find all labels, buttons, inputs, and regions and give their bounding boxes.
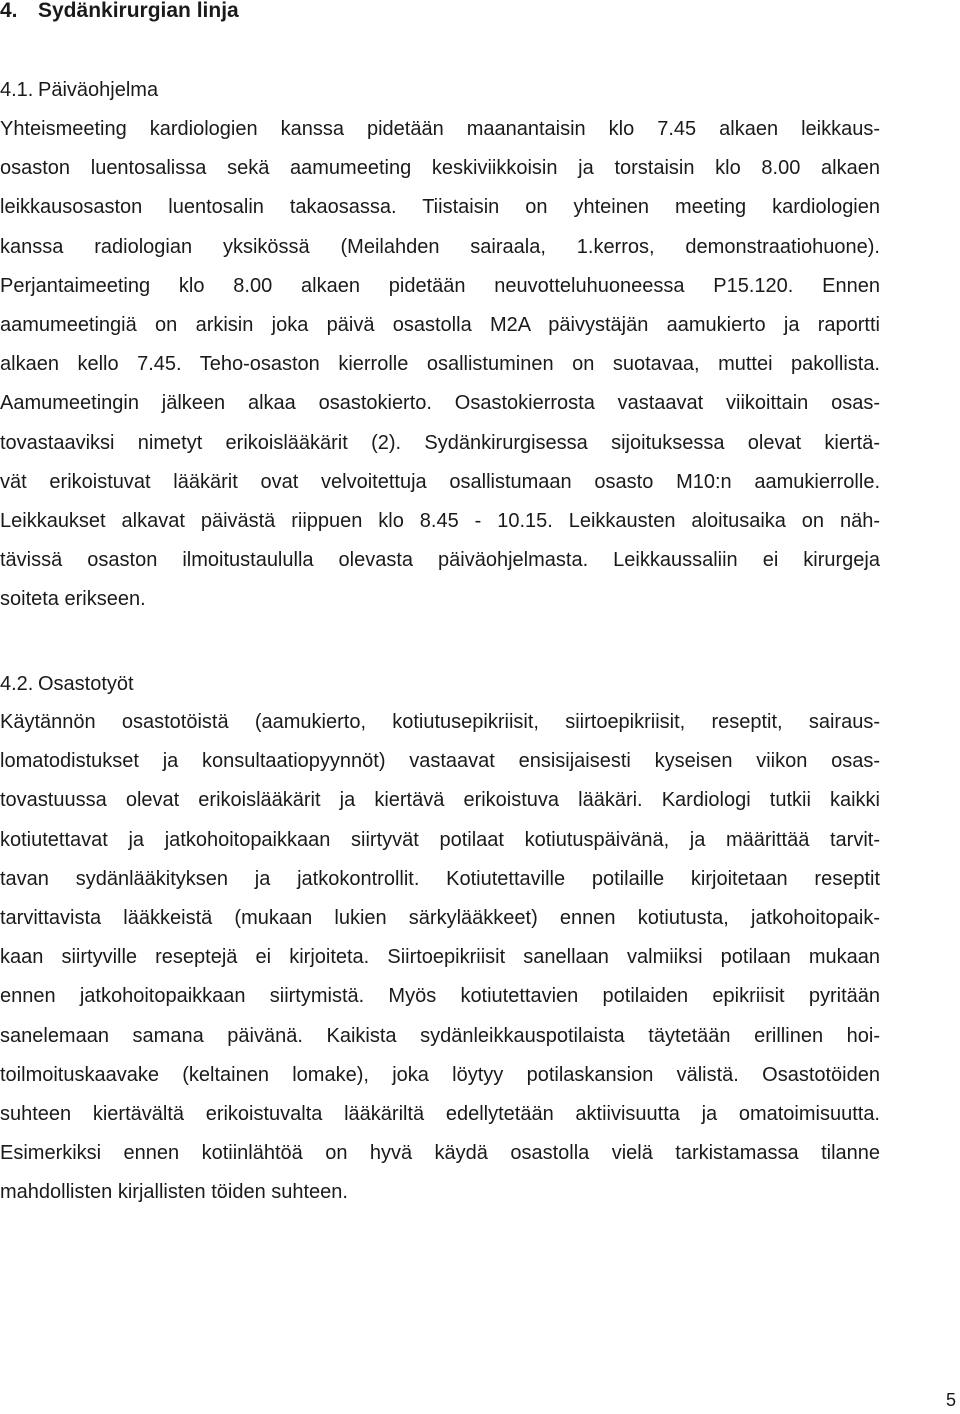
text-line: aamumeetingiä on arkisin joka päivä osastolla M2A päivystäjän aamukierto ja raportti (0, 313, 880, 336)
text-line: Käytännön osastotöistä (aamukierto, kotiutusepikriisit, siirtoepikriisit, reseptit, sairaus- (0, 711, 880, 733)
text-line: kanssa radiologian yksikössä (Meilahden sairaala, 1.kerros, demonstraatiohuone). (0, 235, 880, 258)
text-line: suhteen kiertävältä erikoistuvalta lääkäriltä edellytetään aktiivisuutta ja omatoimisuutta. (0, 1102, 880, 1125)
text-line: Aamumeetingin jälkeen alkaa osastokierto. Osastokierrosta vastaavat viikoittain osas- (0, 392, 880, 415)
text-line: Perjantaimeeting klo 8.00 alkaen pidetään neuvotteluhuoneessa P15.120. Ennen (0, 274, 880, 297)
chapter-number: 4. (0, 0, 18, 22)
text-line: tavan sydänlääkityksen ja jatkokontrollit. Kotiutettaville potilaille kirjoitetaan reseptit (0, 867, 880, 890)
page-number: 5 (945, 1390, 956, 1410)
text-line: tovastaaviksi nimetyt erikoislääkärit (2). Sydänkirurgisessa sijoituksessa olevat kiertä- (0, 431, 880, 454)
section-heading-paivaohjelma (0, 76, 158, 104)
text-line: Yhteismeeting kardiologien kanssa pidetään maanantaisin klo 7.45 alkaen leikkaus- (0, 118, 880, 140)
chapter-heading (0, 0, 239, 26)
section-number: 4.1. (0, 79, 34, 101)
text-line: ennen jatkohoitopaikkaan siirtymistä. Myös kotiutettavien potilaiden epikriisit pyritään (0, 985, 880, 1008)
paragraph-osastotyot (0, 703, 880, 1212)
text-line: tovastuussa olevat erikoislääkärit ja kiertävä erikoistuva lääkäri. Kardiologi tutkii kaikki (0, 789, 880, 812)
section-title: Päiväohjelma (38, 79, 159, 101)
text-line: leikkausosaston luentosalin takaosassa. Tiistaisin on yhteinen meeting kardiologien (0, 196, 880, 219)
section-number: 4.2. (0, 673, 34, 695)
paragraph-paivaohjelma (0, 110, 880, 619)
section-title: Osastotyöt (38, 673, 134, 695)
text-line: tävissä osaston ilmoitustaululla olevasta päiväohjelmasta. Leikkaussaliin ei kirurgeja (0, 549, 880, 572)
text-line: toilmoituskaavake (keltainen lomake), joka löytyy potilaskansion välistä. Osastotöiden (0, 1063, 880, 1086)
text-line: Esimerkiksi ennen kotiinlähtöä on hyvä käydä osastolla vielä tarkistamassa tilanne (0, 1142, 880, 1165)
text-line: alkaen kello 7.45. Teho-osaston kierrolle osallistuminen on suotavaa, muttei pakollista. (0, 353, 880, 376)
text-line: lomatodistukset ja konsultaatiopyynnöt) vastaavat ensisijaisesti kyseisen viikon osas- (0, 750, 880, 773)
section-heading-osastotyot (0, 670, 134, 698)
text-line: osaston luentosalissa sekä aamumeeting keskiviikkoisin ja torstaisin klo 8.00 alkaen (0, 157, 880, 180)
text-line: vät erikoistuvat lääkärit ovat velvoitettuja osallistumaan osasto M10:n aamukierrolle. (0, 470, 880, 493)
chapter-title: Sydänkirurgian linja (38, 0, 239, 22)
text-line: sanelemaan samana päivänä. Kaikista sydänleikkauspotilaista täytetään erillinen hoi- (0, 1024, 880, 1047)
text-line: Leikkaukset alkavat päivästä riippuen klo 8.45 - 10.15. Leikkausten aloitusaika on näh- (0, 509, 880, 532)
text-line: mahdollisten kirjallisten töiden suhteen. (0, 1181, 348, 1204)
text-line: soiteta erikseen. (0, 588, 146, 611)
text-line: kaan siirtyville reseptejä ei kirjoiteta. Siirtoepikriisit sanellaan valmiiksi potilaan mukaan (0, 946, 880, 969)
text-line: kotiutettavat ja jatkohoitopaikkaan siirtyvät potilaat kotiutuspäivänä, ja määrittää tarvit- (0, 828, 880, 851)
text-line: tarvittavista lääkkeistä (mukaan lukien särkylääkkeet) ennen kotiutusta, jatkohoitopaik- (0, 906, 880, 929)
